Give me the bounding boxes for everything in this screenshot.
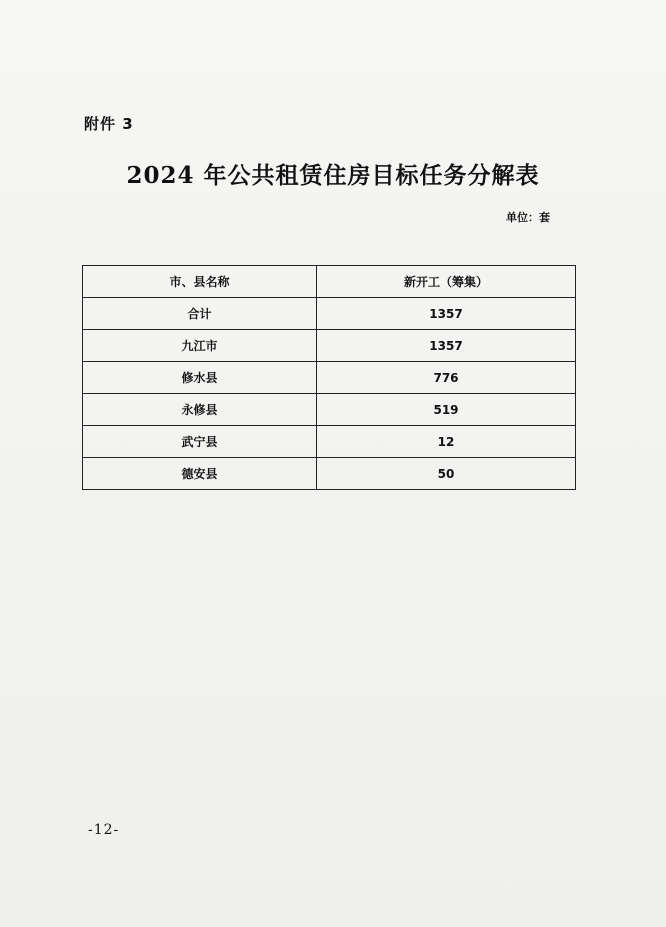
table-row: [83, 394, 576, 426]
header-new-construction: 新开工（筹集）: [317, 266, 576, 298]
table-header-row: [83, 266, 576, 298]
region-name-cell: 九江市: [83, 330, 317, 362]
region-name-cell: 永修县: [83, 394, 317, 426]
value-cell: 50: [317, 458, 576, 490]
table-row: [83, 330, 576, 362]
table-row: [83, 426, 576, 458]
attachment-label: 附件 3: [84, 115, 134, 133]
region-name-cell: 合计: [83, 298, 317, 330]
page-number: -12-: [88, 822, 120, 838]
value-cell: 12: [317, 426, 576, 458]
task-breakdown-table: [82, 265, 576, 490]
region-name-cell: 修水县: [83, 362, 317, 394]
document-title: 2024 年公共租赁住房目标任务分解表: [126, 162, 540, 189]
region-name-cell: 德安县: [83, 458, 317, 490]
value-cell: 1357: [317, 298, 576, 330]
unit-label: 单位：套: [506, 211, 550, 224]
value-cell: 519: [317, 394, 576, 426]
value-cell: 1357: [317, 330, 576, 362]
table-row: [83, 458, 576, 490]
value-cell: 776: [317, 362, 576, 394]
table-row: [83, 362, 576, 394]
table-row: [83, 298, 576, 330]
region-name-cell: 武宁县: [83, 426, 317, 458]
header-region-name: 市、县名称: [83, 266, 317, 298]
